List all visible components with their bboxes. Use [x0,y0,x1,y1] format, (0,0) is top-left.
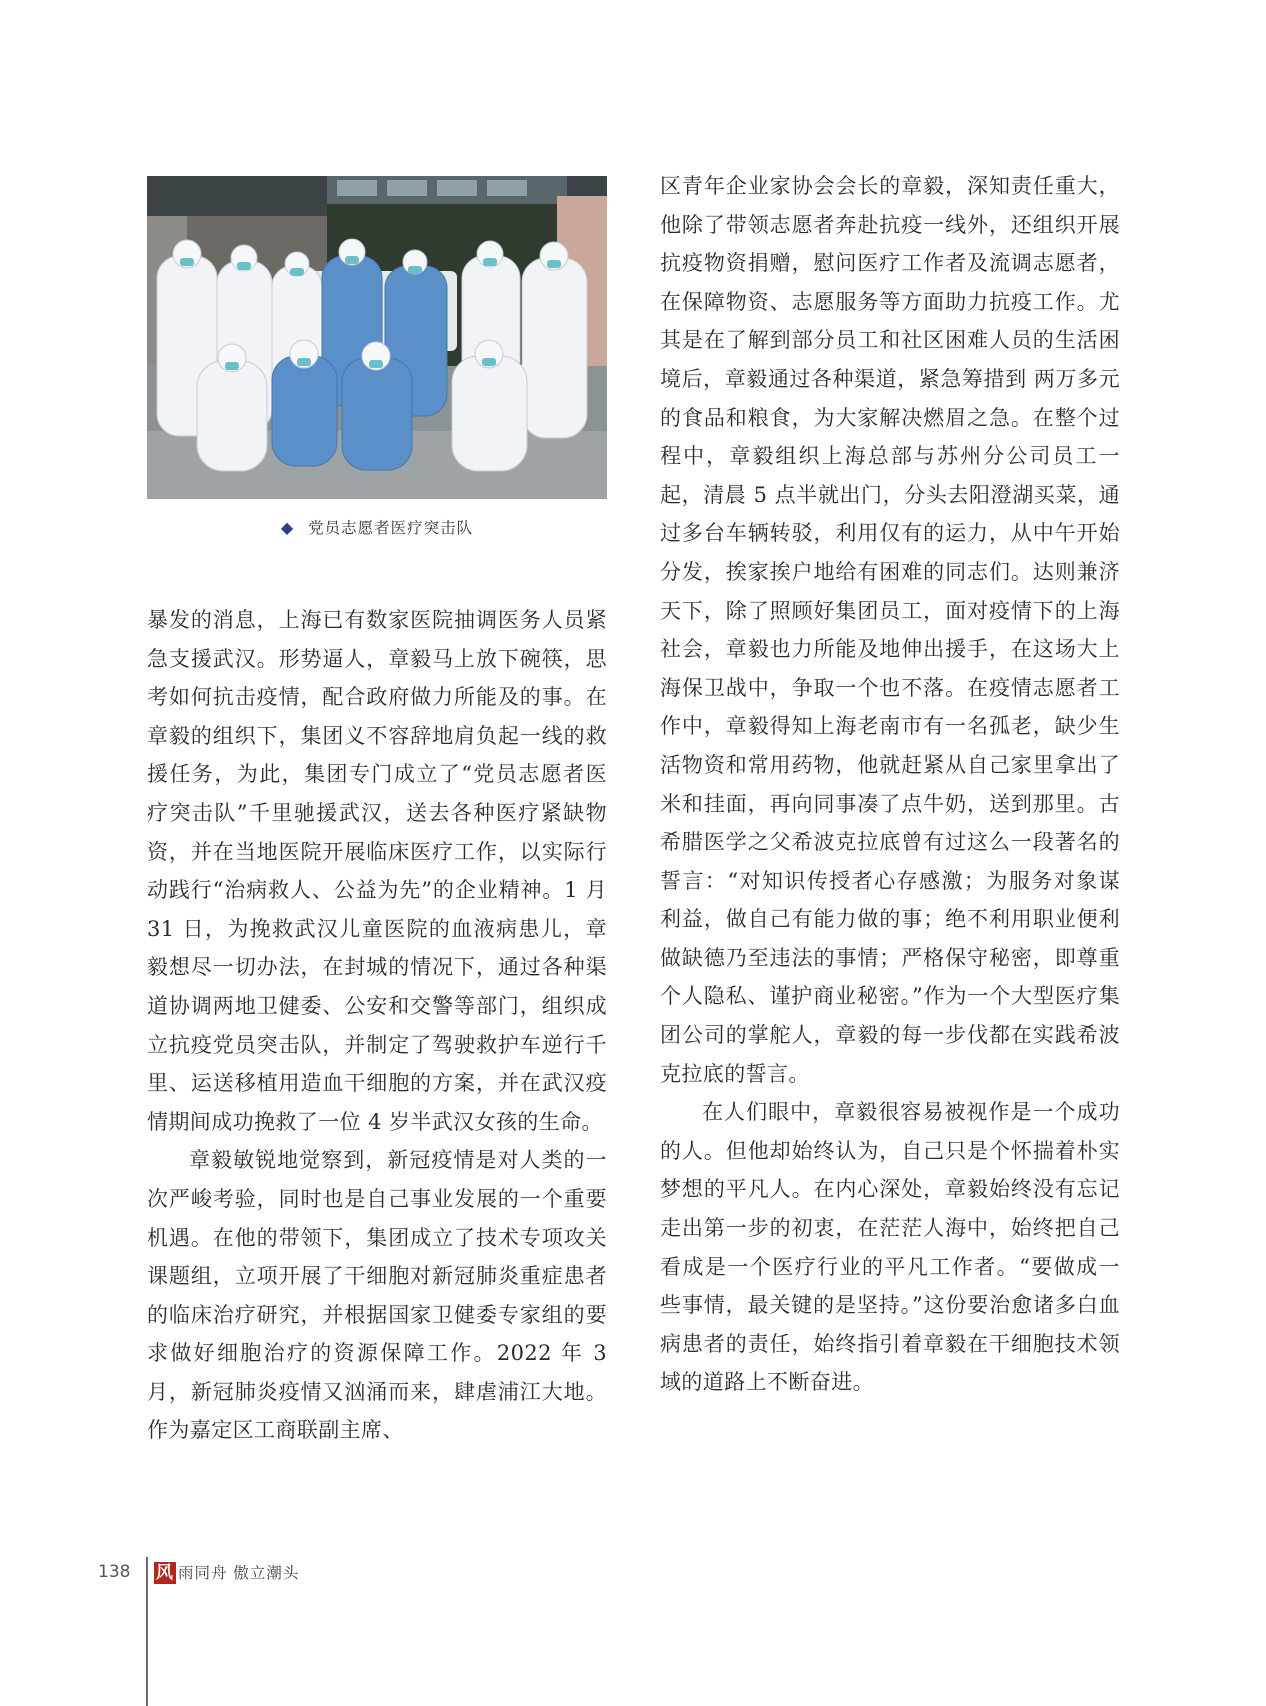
running-title [154,1561,299,1584]
team-photo-illustration [147,176,607,499]
left-column [147,601,607,1450]
right-column [660,167,1120,1402]
paragraph: 暴发的消息，上海已有数家医院抽调医务人员紧急支援武汉。形势逼人，章毅马上放下碗筷，思考如何抗击疫情，配合政府做力所能及的事。在章毅的组织下，集团义不容辞地肩负起一线的救援任务，为此，集团专门成立了“党员志愿者医疗突击队”千里驰援武汉，送去各种医疗紧缺物资，并在当地医院开展临床医疗工作，以实际行动践行“治病救人、公益为先”的企业精神。1 月 31 日，为挽救武汉儿童医院的血液病患儿，章毅想尽一切办法，在封城的情况下，通过各种渠道协调两地卫健委、公安和交警等部门，组织成立抗疫党员突击队，并制定了驾驶救护车逆行千里、运送移植用造血干细胞的方案，并在武汉疫情期间成功挽救了一位 4 岁半武汉女孩的生命。 [147,608,607,1134]
paragraph: 区青年企业家协会会长的章毅，深知责任重大，他除了带领志愿者奔赴抗疫一线外，还组织开展抗疫物资捐赠，慰问医疗工作者及流调志愿者，在保障物资、志愿服务等方面助力抗疫工作。尤其是在了解到部分员工和社区困难人员的生活困境后，章毅通过各种渠道，紧急筹措到 两万多元的食品和粮食，为大家解决燃眉之急。在整个过程中，章毅组织上海总部与苏州分公司员工一起，清晨 5 点半就出门，分头去阳澄湖买菜，通过多台车辆转驳，利用仅有的运力，从中午开始分发，挨家挨户地给有困难的同志们。达则兼济天下，除了照顾好集团员工，面对疫情下的上海社会，章毅也力所能及地伸出援手，在这场大上海保卫战中，争取一个也不落。在疫情志愿者工作中，章毅得知上海老南市有一名孤老，缺少生活物资和常用药物，他就赶紧从自己家里拿出了米和挂面，再向同事凑了点牛奶，送到那里。古希腊医学之父希波克拉底曾有过这么一段著名的誓言：“对知识传授者心存感激；为服务对象谋利益，做自己有能力做的事；绝不利用职业便利做缺德乃至违法的事情；严格保守秘密，即尊重个人隐私、谨护商业秘密。”作为一个大型医疗集团公司的掌舵人，章毅的每一步伐都在实践希波克拉底的誓言。 [660,174,1120,1086]
figure-caption [147,516,607,538]
paragraph: 在人们眼中，章毅很容易被视作是一个成功的人。但他却始终认为，自己只是个怀揣着朴实梦想的平凡人。在内心深处，章毅始终没有忘记走出第一步的初衷，在茫茫人海中，始终把自己看成是一个医疗行业的平凡工作者。“要做成一些事情，最关键的是坚持。”这份要治愈诸多白血病患者的责任，始终指引着章毅在干细胞技术领域的道路上不断奋进。 [660,1100,1120,1395]
figure-caption-text: 党员志愿者医疗突击队 [308,519,474,537]
diamond-bullet-icon: ◆ [280,518,295,537]
running-title-text: 雨同舟 傲立潮头 [178,1564,300,1582]
footer-divider [146,1557,148,1706]
running-title-initial: 风 [156,1563,174,1583]
team-photo [147,176,607,499]
paragraph: 章毅敏锐地觉察到，新冠疫情是对人类的一次严峻考验，同时也是自己事业发展的一个重要机遇。在他的带领下，集团成立了技术专项攻关课题组，立项开展了干细胞对新冠肺炎重症患者的临床治疗研究，并根据国家卫健委专家组的要求做好细胞治疗的资源保障工作。2022 年 3 月，新冠肺炎疫情又汹涌而来，肆虐浦江大地。作为嘉定区工商联副主席、 [147,1148,607,1443]
page-number: 138 [98,1562,131,1582]
